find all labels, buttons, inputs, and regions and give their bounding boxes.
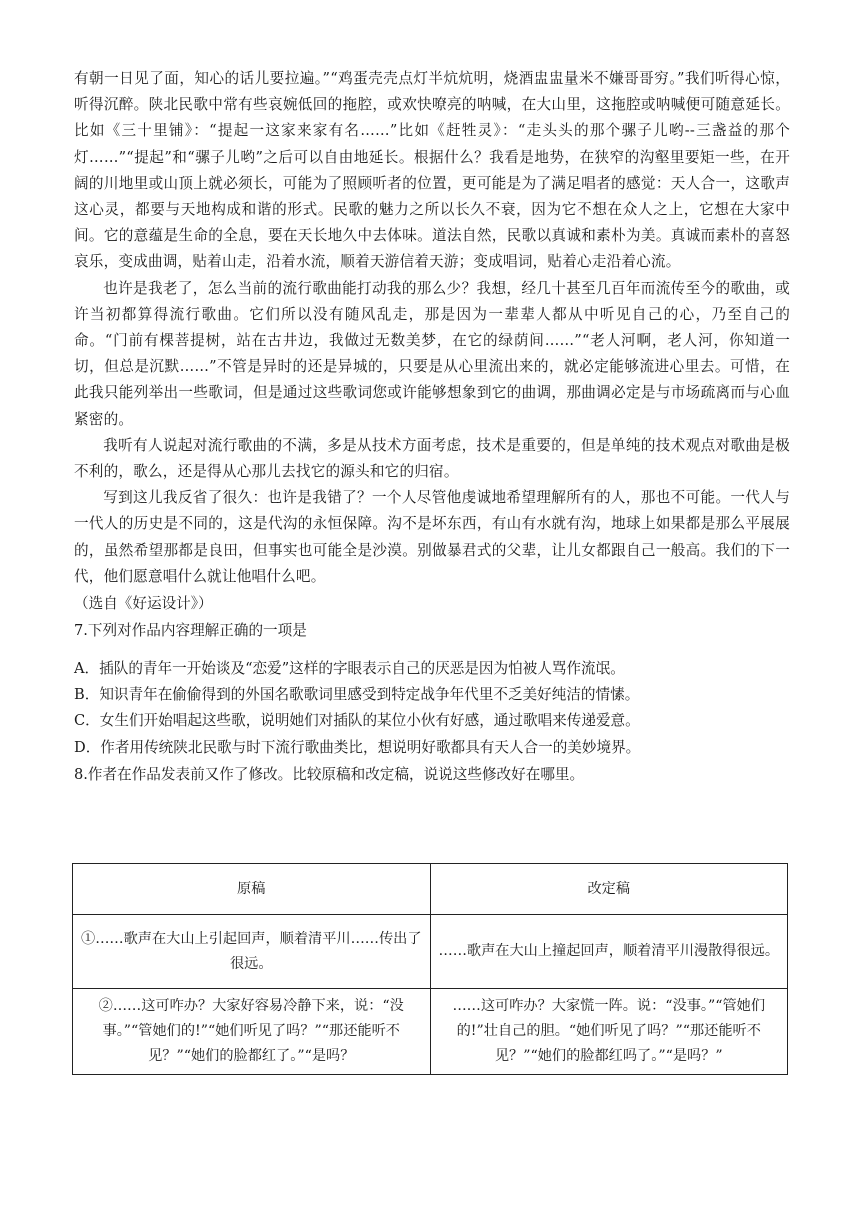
paragraph-3: 我听有人说起对流行歌曲的不满，多是从技术方面考虑，技术是重要的，但是单纯的技术观点对歌曲是极不利的，歌么，还是得从心那儿去找它的源头和它的归宿。 [74,436,790,481]
question-7-options [74,656,790,761]
cell-original-2: ②……这可咋办？大家好容易冷静下来，说：“没事。”“管她们的!”“她们听见了吗？”“那还能听不见？”“她们的脸都红了。”“是吗？ [73,989,431,1075]
option-d: D．作者用传统陕北民歌与时下流行歌曲类比，想说明好歌都具有天人合一的美妙境界。 [74,738,641,756]
option-a: A．插队的青年一开始谈及“恋爱”这样的字眼表示自己的厌恶是因为怕被人骂作流氓。 [74,660,625,678]
source-citation: （选自《好运设计》） [74,595,213,613]
cell-revised-2: ……这可咋办？大家慌一阵。说：“没事。”“管她们的!”壮自己的胆。“她们听见了吗？”“那还能听不见？”“她们的脸都红吗了。”“是吗？” [430,989,788,1075]
paragraph-2: 也许是我老了，怎么当前的流行歌曲能打动我的那么少？我想，经几十甚至几百年而流传至今的歌曲，或许当初都算得流行歌曲。它们所以没有随风乱走，那是因为一辈辈人都从中听见自己的心，乃至自己的命。“门前有棵菩提树，站在古井边，我做过无数美梦，在它的绿荫间……”“老人河啊，老人河，你知道一切，但总是沉默……”不管是异时的还是异城的，只要是从心里流出来的，就必定能够流进心里去。可惜，在此我只能列举出一些歌词，但是通过这些歌词您或许能够想象到它的曲调，那曲调必定是与市场疏离而与心血紧密的。 [74,279,790,428]
paragraph-1: 有朝一日见了面，知心的话儿要拉遍。”“鸡蛋壳壳点灯半炕炕明，烧酒盅盅量米不嫌哥哥穷。”我们听得心惊，听得沉醉。陕北民歌中常有些哀婉低回的拖腔，或欢快嘹亮的呐喊，在大山里，这拖腔或呐喊便可随意延长。比如《三十里铺》：“提起一这家来家有名……”比如《赶牲灵》：“走头头的那个骡子儿哟--三盏益的那个灯……”“提起”和“骡子儿哟”之后可以自由地延长。根据什么？我看是地势，在狭窄的沟壑里要矩一些，在开阔的川地里或山顶上就必须长，可能为了照顾听者的位置，更可能是为了满足唱者的感觉：天人合一，这歌声这心灵，都要与天地构成和谐的形式。民歌的魅力之所以长久不衰，因为它不想在众人之上，它想在大家中间。它的意蕴是生命的全息，要在天长地久中去体味。道法自然，民歌以真诚和素朴为美。真诚而素朴的喜怒哀乐，变成曲调，贴着山走，沿着水流，顺着天游信着天游；变成唱词，贴着心走沿着心流。 [74,70,790,271]
header-revised: 改定稿 [430,864,788,915]
question-7-stem: 7.下列对作品内容理解正确的一项是 [74,622,307,640]
question-8-stem: 8.作者在作品发表前又作了修改。比较原稿和改定稿，说说这些修改好在哪里。 [74,765,585,783]
header-original: 原稿 [73,864,431,915]
table-row [73,915,788,989]
cell-revised-1: ……歌声在大山上撞起回声，顺着清平川漫散得很远。 [430,915,788,989]
option-c: C．女生们开始唱起这些歌，说明她们对插队的某位小伙有好感，通过歌唱来传递爱意。 [74,712,640,730]
option-b: B．知识青年在偷偷得到的外国名歌歌词里感受到特定战争年代里不乏美好纯洁的情愫。 [74,686,640,704]
table-header-row [73,864,788,915]
cell-original-1: ①……歌声在大山上引起回声，顺着清平川……传出了很远。 [73,915,431,989]
article-body [74,66,790,788]
table-row [73,989,788,1075]
paragraph-4: 写到这儿我反省了很久：也许是我错了？一个人尽管他虔诚地希望理解所有的人，那也不可能。一代人与一代人的历史是不同的，这是代沟的永恒保障。沟不是坏东西，有山有水就有沟，地球上如果都是那么平展展的，虽然希望那都是良田，但事实也可能全是沙漠。别做暴君式的父辈，让儿女都跟自己一般高。我们的下一代，他们愿意唱什么就让他唱什么吧。 [74,489,790,585]
comparison-table [72,863,788,1075]
